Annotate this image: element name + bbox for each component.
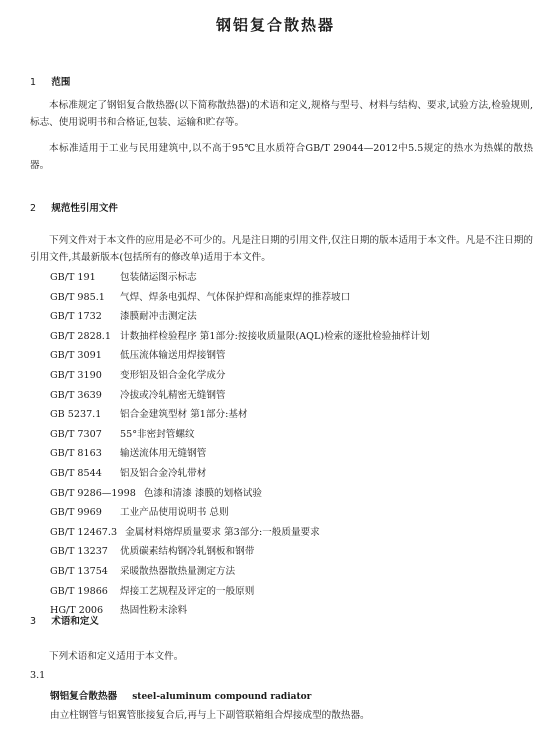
normative-references-intro: 下列文件对于本文件的应用是必不可少的。凡是注日期的引用文件,仅注日期的版本适用于本文件。凡是不注日期的引用文件,其最新版本(包括所有的修改单)适用于本文件。 (30, 235, 533, 263)
section-title: 范围 (51, 77, 71, 88)
reference-code: GB/T 8163 (50, 448, 102, 460)
reference-item (50, 269, 430, 289)
scope-paragraph-1: 本标准规定了钢铝复合散热器(以下简称散热器)的术语和定义,规格与型号、材料与结构、要求,试验方法,检验规则,标志、使用说明书和合格证,包装、运输和贮存等。 (30, 100, 533, 128)
reference-code: GB/T 9969 (50, 507, 102, 519)
reference-code: HG/T 2006 (50, 605, 104, 617)
scope-paragraph-2: 本标准适用于工业与民用建筑中,以不高于95℃且水质符合GB/T 29044—2012中5.5规定的热水为热媒的散热器。 (30, 143, 533, 171)
reference-code: GB/T 7307 (50, 428, 102, 440)
reference-code: GB 5237.1 (50, 409, 102, 421)
reference-code: GB/T 13754 (50, 565, 108, 577)
reference-code: GB/T 9286—1998 (50, 487, 136, 499)
reference-title: 工业产品使用说明书 总则 (120, 507, 229, 519)
reference-title: 计数抽样检验程序 第1部分:按接收质量限(AQL)检索的逐批检验抽样计划 (120, 330, 430, 342)
reference-title: 铝合金建筑型材 第1部分:基材 (120, 409, 248, 421)
reference-title: 色漆和清漆 漆膜的划格试验 (143, 487, 263, 499)
reference-item (50, 524, 430, 544)
reference-title: 输送流体用无缝钢管 (120, 448, 207, 460)
reference-item (50, 328, 430, 348)
section-1-heading (30, 74, 70, 88)
reference-code: GB/T 985.1 (50, 291, 105, 303)
section-title: 规范性引用文件 (51, 203, 118, 214)
section-3-heading (30, 613, 99, 627)
reference-item (50, 347, 430, 367)
reference-title: 焊接工艺规程及评定的一般原则 (120, 585, 255, 597)
terms-intro: 下列术语和定义适用于本文件。 (49, 651, 184, 662)
section-title: 术语和定义 (51, 616, 99, 627)
reference-item (50, 426, 430, 446)
reference-code: GB/T 8544 (50, 467, 102, 479)
reference-item (50, 445, 430, 465)
reference-code: GB/T 2828.1 (50, 330, 111, 342)
section-2-heading (30, 200, 118, 214)
reference-item (50, 543, 430, 563)
reference-item (50, 563, 430, 583)
reference-item (50, 387, 430, 407)
document-title: 钢铝复合散热器 (215, 16, 335, 34)
term-definition: 由立柱钢管与铝翼管胀接复合后,再与上下副管联箱组合焊接成型的散热器。 (50, 710, 370, 721)
reference-item (50, 367, 430, 387)
term-chinese: 钢铝复合散热器 (50, 691, 118, 702)
reference-item (50, 406, 430, 426)
reference-title: 采暖散热器散热量测定方法 (120, 565, 236, 577)
reference-item (50, 504, 430, 524)
reference-list (50, 269, 430, 622)
reference-item (50, 485, 430, 505)
reference-code: GB/T 3190 (50, 369, 102, 381)
reference-title: 漆膜耐冲击测定法 (120, 311, 197, 323)
reference-code: GB/T 191 (50, 272, 96, 283)
reference-title: 气焊、焊条电弧焊、气体保护焊和高能束焊的推荐坡口 (120, 291, 351, 303)
reference-code: GB/T 3091 (50, 350, 102, 362)
reference-title: 金属材料熔焊质量要求 第3部分:一般质量要求 (125, 526, 320, 538)
reference-title: 低压流体输送用焊接钢管 (120, 350, 226, 362)
reference-title: 变形铝及铝合金化学成分 (120, 369, 226, 381)
reference-title: 冷拔或冷轧精密无缝钢管 (120, 389, 226, 401)
reference-item (50, 465, 430, 485)
reference-item (50, 308, 430, 328)
reference-code: GB/T 1732 (50, 311, 102, 323)
term-number: 3.1 (30, 670, 46, 681)
reference-code: GB/T 3639 (50, 389, 102, 401)
reference-item (50, 289, 430, 309)
section-number: 3 (30, 616, 37, 627)
reference-title: 铝及铝合金冷轧带材 (120, 467, 207, 479)
term-entry (50, 688, 311, 702)
reference-item (50, 583, 430, 603)
reference-title: 优质碳素结构钢冷轧钢板和钢带 (120, 546, 255, 558)
reference-title: 热固性粉末涂料 (120, 605, 188, 617)
reference-title: 包装储运图示标志 (120, 272, 197, 283)
term-english: steel-aluminum compound radiator (132, 692, 312, 702)
section-number: 1 (30, 77, 37, 88)
reference-title: 55°非密封管螺纹 (120, 428, 195, 440)
reference-code: GB/T 19866 (50, 585, 108, 597)
reference-code: GB/T 13237 (50, 546, 108, 558)
reference-item (50, 602, 430, 622)
reference-code: GB/T 12467.3 (50, 526, 118, 538)
section-number: 2 (30, 203, 37, 214)
